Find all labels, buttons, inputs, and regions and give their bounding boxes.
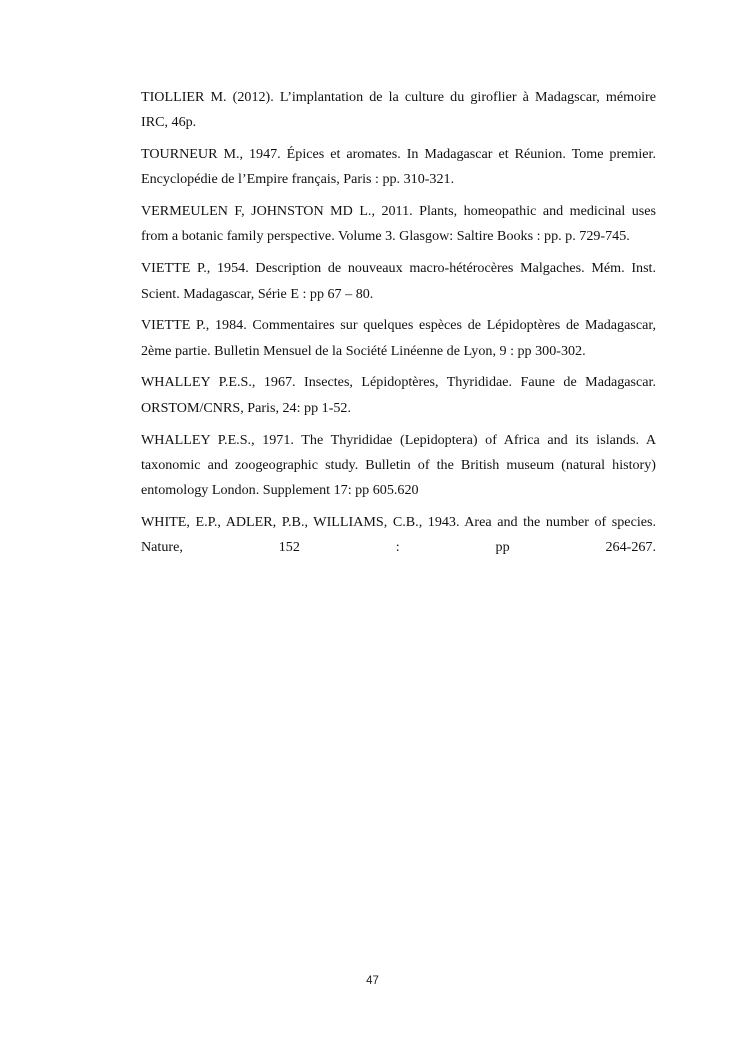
reference-entry: WHALLEY P.E.S., 1967. Insectes, Lépidoptères, Thyrididae. Faune de Madagascar. ORSTOM/CNRS, Paris, 24: pp 1-52. <box>141 374 656 416</box>
reference-list <box>141 85 656 567</box>
reference-entry: VIETTE P., 1984. Commentaires sur quelques espèces de Lépidoptères de Madagascar, 2ème partie. Bulletin Mensuel de la Société Linéenne de Lyon, 9 : pp 300-302. <box>141 317 656 359</box>
reference-entry: VERMEULEN F, JOHNSTON MD L., 2011. Plants, homeopathic and medicinal uses from a botanic family perspective. Volume 3. Glasgow: Saltire Books : pp. p. 729-745. <box>141 203 656 245</box>
reference-entry: TIOLLIER M. (2012). L’implantation de la culture du giroflier à Madagscar, mémoire IRC, 46p. <box>141 89 656 131</box>
page-number: 47 <box>366 975 379 987</box>
reference-entry: WHITE, E.P., ADLER, P.B., WILLIAMS, C.B., 1943. Area and the number of species. Nature, 152 : pp 264-267. <box>141 513 656 556</box>
reference-entry: TOURNEUR M., 1947. Épices et aromates. In Madagascar et Réunion. Tome premier. Encyclopédie de l’Empire français, Paris : pp. 310-321. <box>141 146 656 188</box>
reference-entry: WHALLEY P.E.S., 1971. The Thyrididae (Lepidoptera) of Africa and its islands. A taxonomic and zoogeographic study. Bulletin of the British museum (natural history) entomology London. Supplement 17: pp 605.620 <box>141 431 656 499</box>
reference-entry: VIETTE P., 1954. Description de nouveaux macro-hétérocères Malgaches. Mém. Inst. Scient. Madagascar, Série E : pp 67 – 80. <box>141 260 656 302</box>
